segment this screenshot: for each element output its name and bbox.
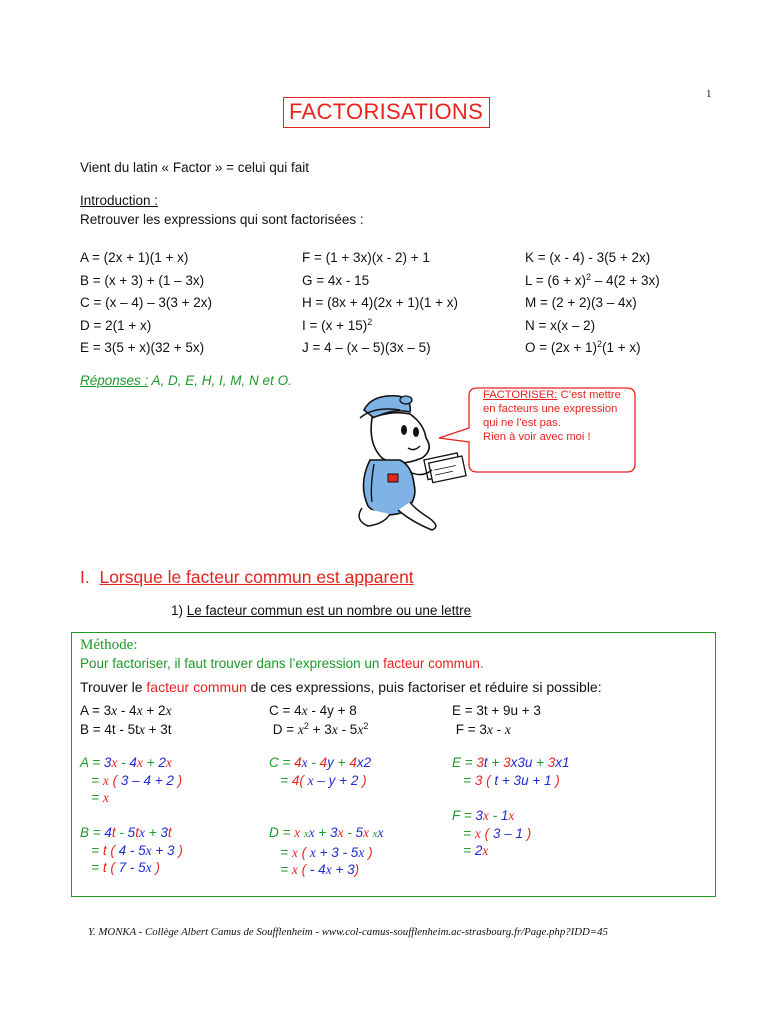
exercise-col-3: [452, 701, 541, 739]
expression-M: M = (2 + 2)(3 – 4x): [525, 295, 637, 310]
solution-F: F = 3x - 1x = x ( 3 – 1 ) = 2x: [452, 808, 532, 858]
expression-C: C = (x – 4) – 3(3 + 2x): [80, 295, 213, 310]
expression-B: B = (x + 3) + (1 – 3x): [80, 272, 205, 288]
solution-D: D = x xx + 3x - 5x xx = x ( x + 3 - 5x ) = x ( - 4x + 3): [269, 825, 384, 877]
bubble-term: FACTORISER:: [483, 389, 558, 401]
expressions-col-3: [525, 247, 660, 360]
expression-D: D = 2(1 + x): [80, 317, 152, 333]
method-heading: Méthode:: [80, 637, 138, 653]
section-1-title: Lorsque le facteur commun est apparent: [99, 567, 414, 587]
expression-N: N = x(x – 2): [525, 317, 596, 333]
page-footer: Y. MONKA - Collège Albert Camus de Soufflenheim - www.col-camus-soufflenheim.ac-strasbourg.fr/Page.php?IDD=45: [88, 926, 608, 938]
expression-J: J = 4 – (x – 5)(3x – 5): [302, 340, 431, 355]
exercise-col-1: [80, 701, 172, 739]
solution-A: A = 3x - 4x + 2x = x ( 3 – 4 + 2 ) = x: [80, 755, 183, 805]
section-1-heading: [80, 567, 414, 588]
answers-text: A, D, E, H, I, M, N et O.: [148, 373, 292, 388]
method-rule: Pour factoriser, il faut trouver dans l’expression un facteur commun.: [80, 656, 484, 671]
solution-C: C = 4x - 4y + 4x2 = 4( x – y + 2 ): [269, 755, 372, 788]
intro-instruction: Retrouver les expressions qui sont factorisées :: [80, 212, 364, 227]
solution-E: E = 3t + 3x3u + 3x1 = 3 ( t + 3u + 1 ): [452, 755, 570, 788]
subsection-1-number: 1): [171, 603, 184, 618]
method-task: Trouver le facteur commun de ces expressions, puis factoriser et réduire si possible:: [80, 679, 602, 695]
rule-key-term: facteur commun: [383, 656, 480, 671]
subsection-1-heading: [171, 603, 471, 618]
page-number: 1: [706, 88, 712, 100]
exercise-C: C = 4x - 4y + 8: [269, 703, 357, 718]
exercise-col-2: [269, 701, 368, 739]
task-key-term: facteur commun: [146, 679, 247, 695]
expression-E: E = 3(5 + x)(32 + 5x): [80, 340, 205, 355]
expressions-col-2: [302, 247, 458, 360]
exercise-E: E = 3t + 9u + 3: [452, 703, 541, 718]
expression-K: K = (x - 4) - 3(5 + 2x): [525, 250, 651, 265]
bubble-text: [483, 388, 633, 444]
exercise-A: A = 3x - 4x + 2x: [80, 703, 172, 718]
answers-label: Réponses :: [80, 373, 149, 388]
expression-I: $I = (x + 15)^2$: [302, 316, 373, 333]
expression-O: $O = (2x + 1)^2(1 + x)$: [525, 339, 641, 355]
expression-H: H = (8x + 4)(2x + 1)(1 + x): [302, 295, 459, 310]
etymology-line: Vient du latin « Factor » = celui qui fait: [80, 160, 310, 175]
expression-A: A = (2x + 1)(1 + x): [80, 250, 189, 265]
page-title: FACTORISATIONS: [283, 97, 490, 128]
exercise-F: F = 3x - x: [452, 722, 511, 737]
expression-F: F = (1 + 3x)(x - 2) + 1: [302, 250, 430, 265]
exercise-D: $D = x^2 + 3x - 5x^2$: [269, 721, 369, 737]
expression-L: $L = (6 + x)^2 - 4(2 + 3x)$: [525, 271, 660, 288]
expression-G: G = 4x - 15: [302, 272, 370, 288]
solution-B: B = 4t - 5tx + 3t = t ( 4 - 5x + 3 ) = t ( 7 - 5x ): [80, 825, 183, 875]
section-1-number: I.: [80, 567, 90, 587]
answers-line: [80, 373, 292, 388]
expressions-col-1: [80, 247, 212, 360]
bubble-joke: Rien à voir avec moi !: [483, 431, 591, 443]
intro-heading: Introduction :: [80, 193, 159, 208]
subsection-1-title: Le facteur commun est un nombre ou une lettre: [186, 603, 472, 618]
bubble-definition: C’est mettre en facteurs une expression qui ne l’est pas.: [483, 389, 621, 429]
exercise-B: B = 4t - 5tx + 3t: [80, 722, 172, 737]
